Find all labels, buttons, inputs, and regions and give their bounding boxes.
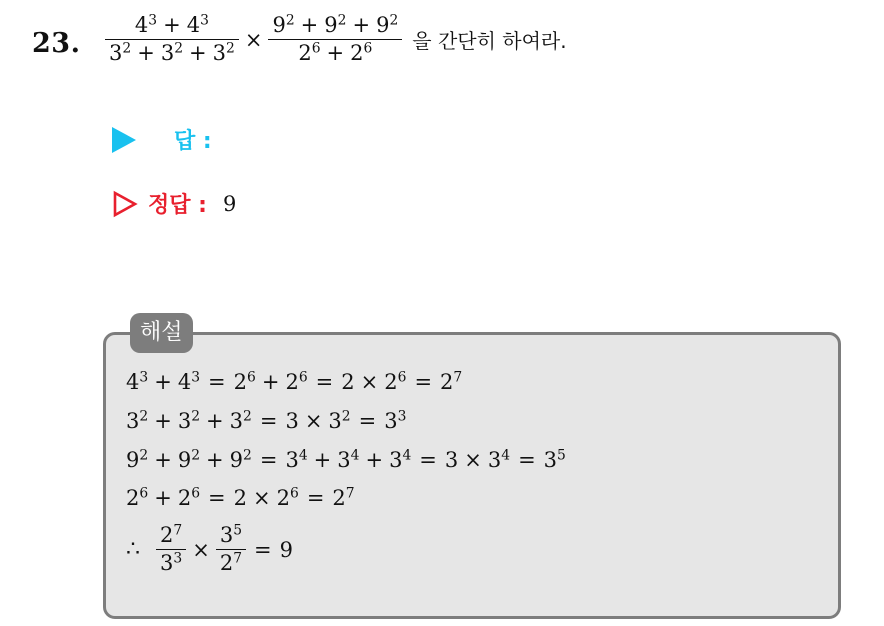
solution-tag: 해설 (130, 313, 193, 353)
answer-label: 답 : (174, 129, 212, 154)
correct-answer-row (112, 188, 236, 219)
therefore-symbol: ∴ (126, 537, 140, 563)
outline-triangle-icon (112, 190, 138, 218)
solution-fraction-2: $\frac{3^5}{2^7}$ (216, 524, 246, 576)
correct-answer-value: 9 (222, 191, 237, 216)
fraction-1: $\frac{4^3 + 4^3}{3^2 + 3^2 + 3^2}$ (105, 14, 239, 66)
fraction-2: $\frac{9^2 + 9^2 + 9^2}{2^6 + 2^6}$ (268, 14, 402, 66)
solution-result: 9 (279, 537, 293, 562)
solution-line-1: $4^3 + 4^3 = 2^6 + 2^6 = 2 \times 2^6 = 2^7$ (126, 369, 463, 394)
answer-row (112, 124, 212, 155)
times-sign: × (244, 27, 263, 52)
solution-line-4: $2^6 + 2^6 = 2 \times 2^6 = 2^7$ (126, 485, 355, 510)
solution-fraction-1: $\frac{2^7}{3^3}$ (156, 524, 186, 576)
correct-answer-label: 정답 : (148, 193, 207, 218)
solution-line-3: $9^2 + 9^2 + 9^2 = 3^4 + 3^4 + 3^4 = 3 \times 3^4 = 3^5$ (126, 447, 566, 472)
question-expression (105, 14, 567, 66)
question-instruction: 을 간단히 하여라. (412, 29, 567, 54)
solution-line-2: $3^2 + 3^2 + 3^2 = 3 \times 3^2 = 3^3$ (126, 408, 407, 433)
play-triangle-icon (112, 127, 136, 153)
solution-line-5: ∴ $\frac{2^7}{3^3}$ × $\frac{3^5}{2^7}$ = 9 (126, 522, 293, 576)
question-number: 23. (32, 28, 81, 59)
